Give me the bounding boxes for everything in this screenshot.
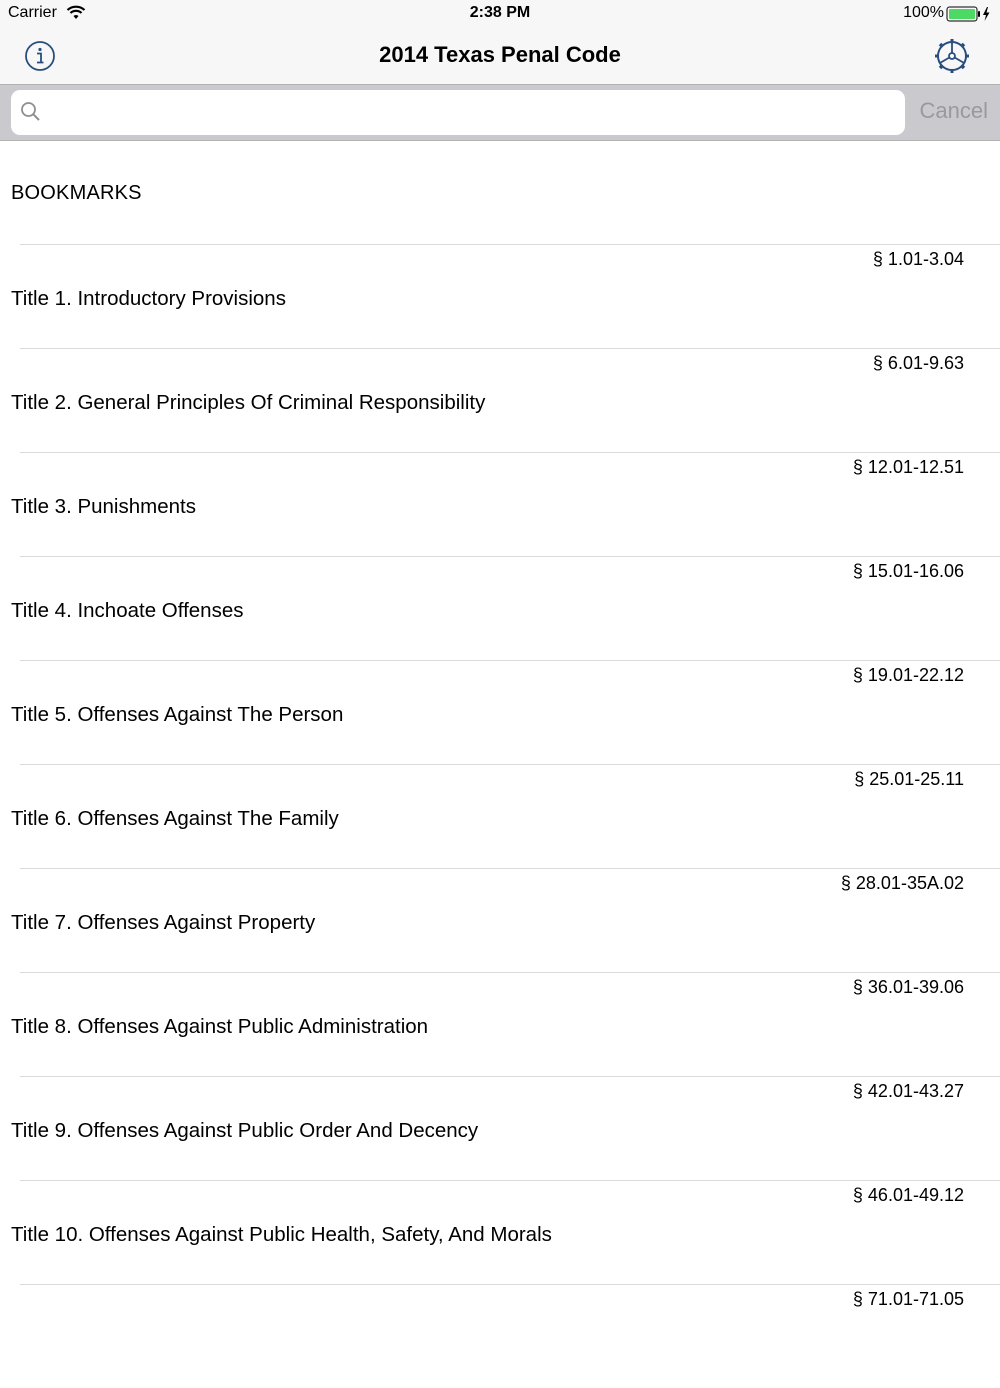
section-range: § 25.01-25.11 [854, 769, 964, 789]
list-item[interactable] [0, 1076, 1000, 1180]
row-separator [20, 1076, 1000, 1077]
list-item[interactable] [0, 764, 1000, 868]
list-item[interactable] [0, 452, 1000, 556]
row-separator [20, 764, 1000, 765]
list-item[interactable] [0, 972, 1000, 1076]
cancel-button[interactable]: Cancel [919, 98, 988, 123]
row-separator [20, 972, 1000, 973]
list-item[interactable] [0, 244, 1000, 348]
section-range: § 46.01-49.12 [852, 1185, 964, 1205]
section-range: § 36.01-39.06 [852, 977, 964, 997]
title-label: Title 4. Inchoate Offenses [11, 599, 244, 622]
battery-icon [946, 6, 992, 22]
section-range: § 71.01-71.05 [852, 1289, 964, 1309]
list-item[interactable] [0, 1180, 1000, 1284]
settings-wheel-icon [934, 38, 970, 74]
bookmarks-list [0, 141, 1000, 1334]
title-label: Title 1. Introductory Provisions [11, 287, 286, 310]
row-separator [20, 348, 1000, 349]
row-separator [20, 1284, 1000, 1285]
section-header: BOOKMARKS [11, 182, 142, 204]
row-separator [20, 244, 1000, 245]
list-item[interactable] [0, 868, 1000, 972]
search-bar [0, 85, 1000, 141]
title-label: Title 10. Offenses Against Public Health, Safety, And Morals [11, 1223, 552, 1246]
row-separator [20, 660, 1000, 661]
section-range: § 15.01-16.06 [852, 561, 964, 581]
list-item[interactable] [0, 660, 1000, 764]
status-bar [0, 0, 1000, 28]
status-time: 2:38 PM [469, 4, 531, 21]
search-input[interactable] [11, 90, 905, 135]
list-item[interactable] [0, 348, 1000, 452]
title-label: Title 7. Offenses Against Property [11, 911, 316, 934]
section-range: § 19.01-22.12 [852, 665, 964, 685]
carrier-label: Carrier [8, 4, 57, 21]
title-label: Title 9. Offenses Against Public Order And Decency [11, 1119, 479, 1142]
settings-button[interactable] [934, 38, 970, 74]
row-separator [20, 452, 1000, 453]
section-range: § 1.01-3.04 [872, 249, 964, 269]
title-label: Title 5. Offenses Against The Person [11, 703, 344, 726]
page-title: 2014 Texas Penal Code [379, 42, 621, 67]
list-item[interactable] [0, 556, 1000, 660]
section-range: § 42.01-43.27 [852, 1081, 964, 1101]
section-range: § 12.01-12.51 [852, 457, 964, 477]
search-icon [20, 101, 42, 123]
section-range: § 6.01-9.63 [872, 353, 964, 373]
list-item[interactable] [0, 1284, 1000, 1388]
nav-bar [0, 28, 1000, 85]
title-label: Title 8. Offenses Against Public Administration [11, 1015, 429, 1038]
battery-percent: 100% [903, 4, 944, 21]
row-separator [20, 1180, 1000, 1181]
row-separator [20, 868, 1000, 869]
title-label: Title 3. Punishments [11, 495, 196, 518]
row-separator [20, 556, 1000, 557]
title-label: Title 2. General Principles Of Criminal Responsibility [11, 391, 486, 414]
section-range: § 28.01-35A.02 [840, 873, 964, 893]
title-label: Title 6. Offenses Against The Family [11, 807, 339, 830]
